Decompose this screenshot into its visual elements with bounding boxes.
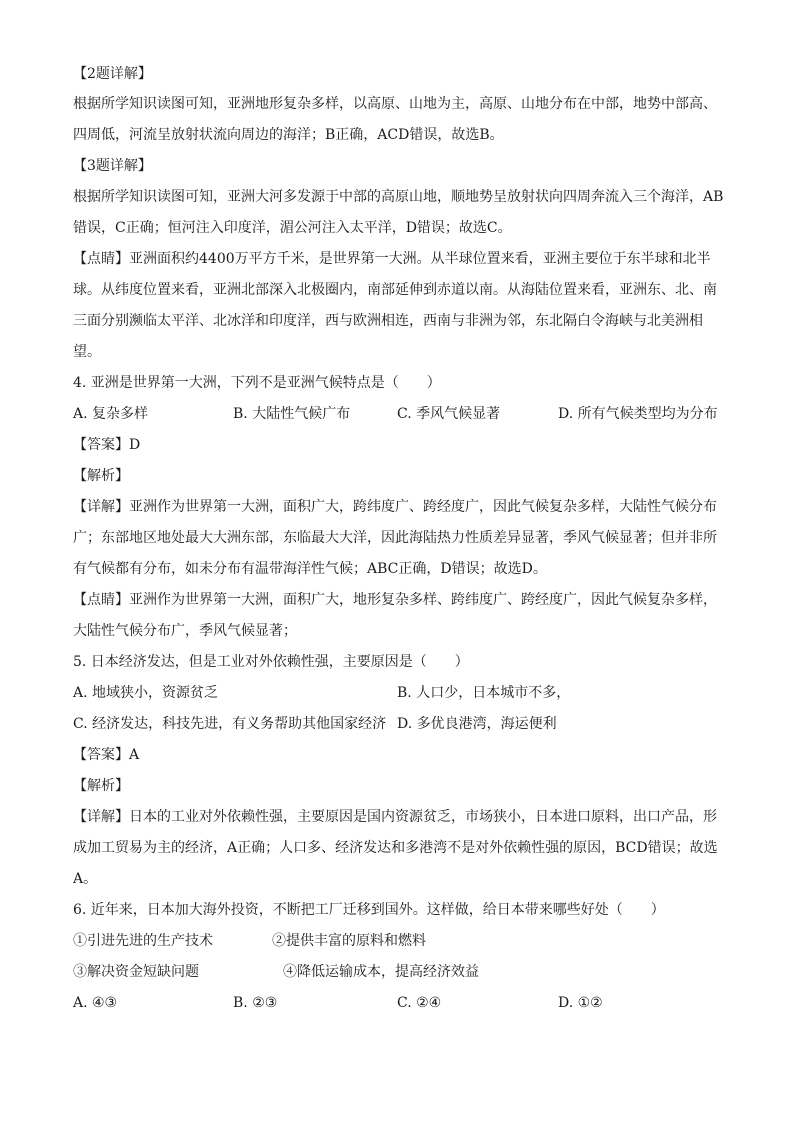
tip-line: 球。从纬度位置来看，亚洲北部深入北极圈内，南部延伸到赤道以南。从海陆位置来看，亚洲东、北、南 <box>73 282 717 298</box>
q2-detail-line: 四周低，河流呈放射状流向周边的海洋；B正确，ACD错误，故选B。 <box>73 127 504 143</box>
q5-answer: 【答案】A <box>73 747 140 763</box>
q4-option-a: A. 复杂多样 <box>73 406 149 422</box>
q3-detail-line: 根据所学知识读图可知，亚洲大河多发源于中部的高原山地，顺地势呈放射状向四周奔流入三个海洋，AB <box>73 189 723 205</box>
q6-option-d: D. ①② <box>558 995 603 1011</box>
q5-option-a: A. 地域狭小，资源贫乏 <box>73 685 219 701</box>
q6-stem: 6. 近年来，日本加大海外投资，不断把工厂迁移到国外。这样做，给日本带来哪些好处（ ） <box>73 902 665 918</box>
q6-item-1: ①引进先进的生产技术 <box>73 933 213 949</box>
q6-item-4: ④降低运输成本，提高经济效益 <box>283 964 479 980</box>
q6-option-a: A. ④③ <box>73 995 118 1011</box>
q4-option-b: B. 大陆性气候广布 <box>233 406 351 422</box>
q3-detail-line: 错误，C正确；恒河注入印度洋，湄公河注入太平洋，D错误；故选C。 <box>73 220 512 236</box>
q4-detail-line: 广；东部地区地处最大大洲东部，东临最大大洋，因此海陆热力性质差异显著，季风气候显著；但并非所 <box>73 530 717 546</box>
q4-option-c: C. 季风气候显著 <box>397 406 501 422</box>
tip-line: 望。 <box>73 344 101 360</box>
q5-option-b: B. 人口少，日本城市不多， <box>397 685 571 701</box>
q5-detail-line: A。 <box>73 871 98 887</box>
q4-option-d: D. 所有气候类型均为分布 <box>558 406 718 422</box>
q2-detail-line: 根据所学知识读图可知，亚洲地形复杂多样，以高原、山地为主，高原、山地分布在中部，地势中部高、 <box>73 96 717 112</box>
q6-option-b: B. ②③ <box>233 995 278 1011</box>
q5-option-d: D. 多优良港湾，海运便利 <box>397 716 557 732</box>
q4-stem: 4. 亚洲是世界第一大洲，下列不是亚洲气候特点是（ ） <box>73 375 441 391</box>
q6-item-3: ③解决资金短缺问题 <box>73 964 199 980</box>
q6-item-2: ②提供丰富的原料和燃料 <box>272 933 426 949</box>
q4-detail-line: 【详解】亚洲作为世界第一大洲，面积广大，跨纬度广、跨经度广，因此气候复杂多样，大陆性气候分布 <box>73 499 717 515</box>
q4-tip-line: 【点睛】亚洲作为世界第一大洲，面积广大，地形复杂多样、跨纬度广、跨经度广，因此气候复杂多样， <box>73 592 717 608</box>
q5-analysis-label: 【解析】 <box>73 778 129 794</box>
q5-detail-line: 成加工贸易为主的经济，A正确；人口多、经济发达和多港湾不是对外依赖性强的原因，BCD错误；故选 <box>73 840 718 856</box>
q6-option-c: C. ②④ <box>397 995 442 1011</box>
q5-option-c: C. 经济发达，科技先进，有义务帮助其他国家经济 <box>73 716 387 732</box>
tip-line: 三面分别濒临太平洋、北冰洋和印度洋，西与欧洲相连，西南与非洲为邻，东北隔白令海峡与北美洲相 <box>73 313 703 329</box>
q4-analysis-label: 【解析】 <box>73 468 129 484</box>
q4-tip-line: 大陆性气候分布广，季风气候显著； <box>73 623 297 639</box>
q5-detail-line: 【详解】日本的工业对外依赖性强，主要原因是国内资源贫乏，市场狭小，日本进口原料，出口产品，形 <box>73 809 717 825</box>
tip-line: 【点睛】亚洲面积约4400万平方千米，是世界第一大洲。从半球位置来看，亚洲主要位于东半球和北半 <box>73 251 711 267</box>
q5-stem: 5. 日本经济发达，但是工业对外依赖性强，主要原因是（ ） <box>73 654 469 670</box>
q4-detail-line: 有气候都有分布，如未分布有温带海洋性气候；ABC正确，D错误；故选D。 <box>73 561 547 577</box>
q4-answer: 【答案】D <box>73 437 141 453</box>
q2-detail-heading: 【2题详解】 <box>73 66 152 82</box>
q3-detail-heading: 【3题详解】 <box>73 158 152 174</box>
